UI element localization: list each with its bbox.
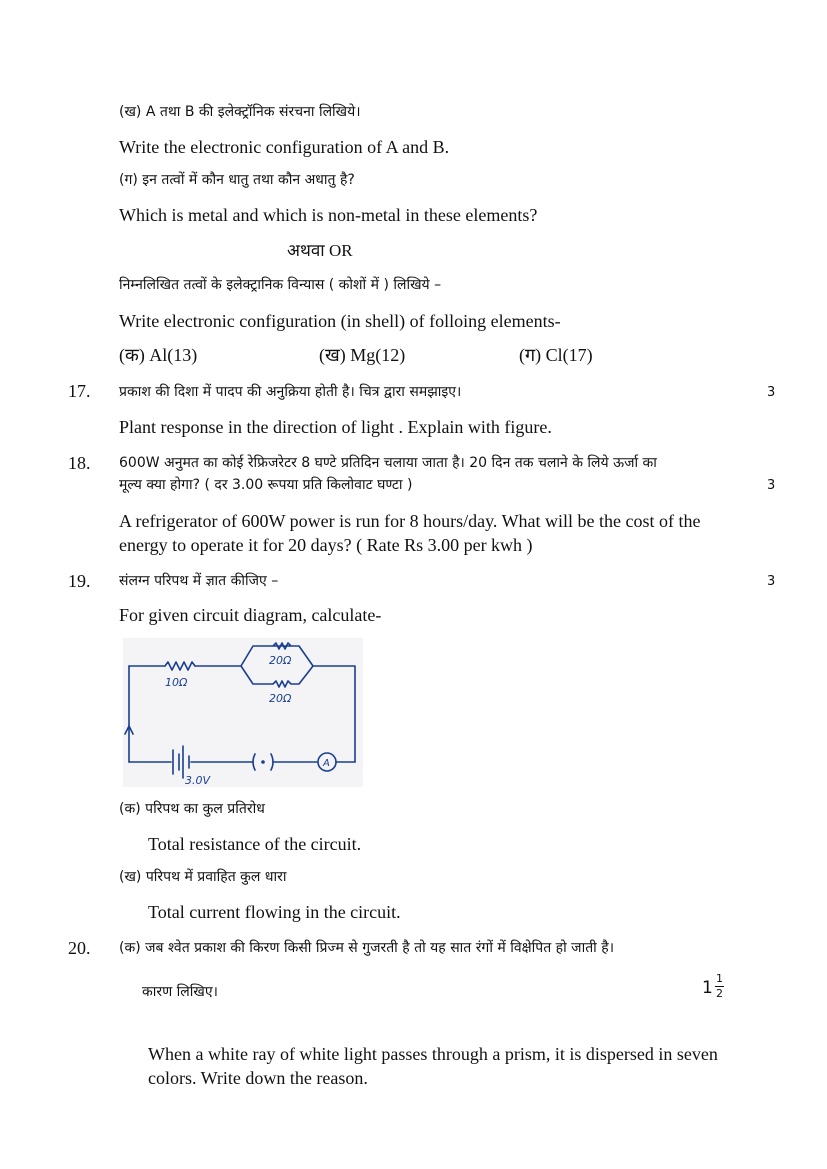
q18-english-line1: A refrigerator of 600W power is run for 8 hours/day. What will be the cost of the: [119, 511, 701, 531]
q20-hindi-line1: (क) जब श्वेत प्रकाश की किरण किसी प्रिज्म से गुजरती है तो यह सात रंगों में विक्षेपित हो जाती है।: [119, 940, 614, 956]
q18-marks: 3: [767, 478, 776, 493]
q19-english: For given circuit diagram, calculate-: [119, 605, 382, 625]
marks-denominator: 2: [716, 987, 723, 1000]
q19-marks: 3: [767, 574, 776, 589]
q20-english-line2: colors. Write down the reason.: [148, 1068, 368, 1088]
label-r1: 10Ω: [165, 676, 188, 689]
label-ammeter: A: [323, 758, 330, 769]
or-separator: अथवा OR: [287, 241, 353, 260]
circuit-diagram: [123, 638, 363, 787]
q19-kha-english: Total current flowing in the circuit.: [148, 902, 401, 922]
q20-number: 20.: [68, 938, 91, 958]
marks-numerator: 1: [716, 972, 723, 985]
q17-english: Plant response in the direction of light . Explain with figure.: [119, 417, 552, 437]
q19-ka-hindi: (क) परिपथ का कुल प्रतिरोध: [119, 801, 265, 817]
marks-whole: 1: [702, 978, 713, 998]
q19-kha-hindi: (ख) परिपथ में प्रवाहित कुल धारा: [119, 869, 287, 885]
q18-number: 18.: [68, 453, 91, 473]
q18-english-line2: energy to operate it for 20 days? ( Rate Rs 3.00 per kwh ): [119, 535, 533, 555]
option-ga: (ग) Cl(17): [519, 345, 593, 365]
q19-ka-english: Total resistance of the circuit.: [148, 834, 362, 854]
q17-hindi: प्रकाश की दिशा में पादप की अनुक्रिया होती है। चित्र द्वारा समझाइए।: [119, 384, 462, 400]
q16-kha-english: Write the electronic configuration of A and B.: [119, 137, 450, 157]
q18-hindi-line1: 600W अनुमत का कोई रेफ्रिजरेटर 8 घण्टे प्रतिदिन चलाया जाता है। 20 दिन तक चलाने के लिये ऊर्जा का: [119, 455, 657, 471]
q16-ga-english: Which is metal and which is non-metal in these elements?: [119, 205, 538, 225]
q20-hindi-line2: कारण लिखिए।: [142, 984, 218, 1000]
q16-or-english: Write electronic configuration (in shell) of folloing elements-: [119, 311, 561, 331]
q16-kha-hindi: (ख) A तथा B की इलेक्ट्रॉनिक संरचना लिखिये।: [119, 104, 361, 120]
q19-number: 19.: [68, 571, 91, 591]
label-r3: 20Ω: [269, 692, 292, 705]
option-ka: (क) Al(13): [119, 345, 198, 365]
q19-hindi: संलग्न परिपथ में ज्ञात कीजिए –: [119, 573, 279, 589]
q20-english-line1: When a white ray of white light passes through a prism, it is dispersed in seven: [148, 1044, 718, 1064]
q17-number: 17.: [68, 381, 91, 401]
key-dot: [261, 760, 265, 764]
label-r2: 20Ω: [269, 654, 292, 667]
q16-ga-hindi: (ग) इन तत्वों में कौन धातु तथा कौन अधातु है?: [119, 172, 355, 188]
q18-hindi-line2: मूल्य क्या होगा? ( दर 3.00 रूपया प्रति किलोवाट घण्टा ): [119, 477, 413, 493]
q16-or-hindi: निम्नलिखित तत्वों के इलेक्ट्रानिक विन्यास ( कोशों में ) लिखिये –: [119, 277, 442, 293]
label-battery: 3.0V: [185, 774, 211, 787]
q17-marks: 3: [767, 385, 776, 400]
option-kha: (ख) Mg(12): [319, 345, 406, 365]
